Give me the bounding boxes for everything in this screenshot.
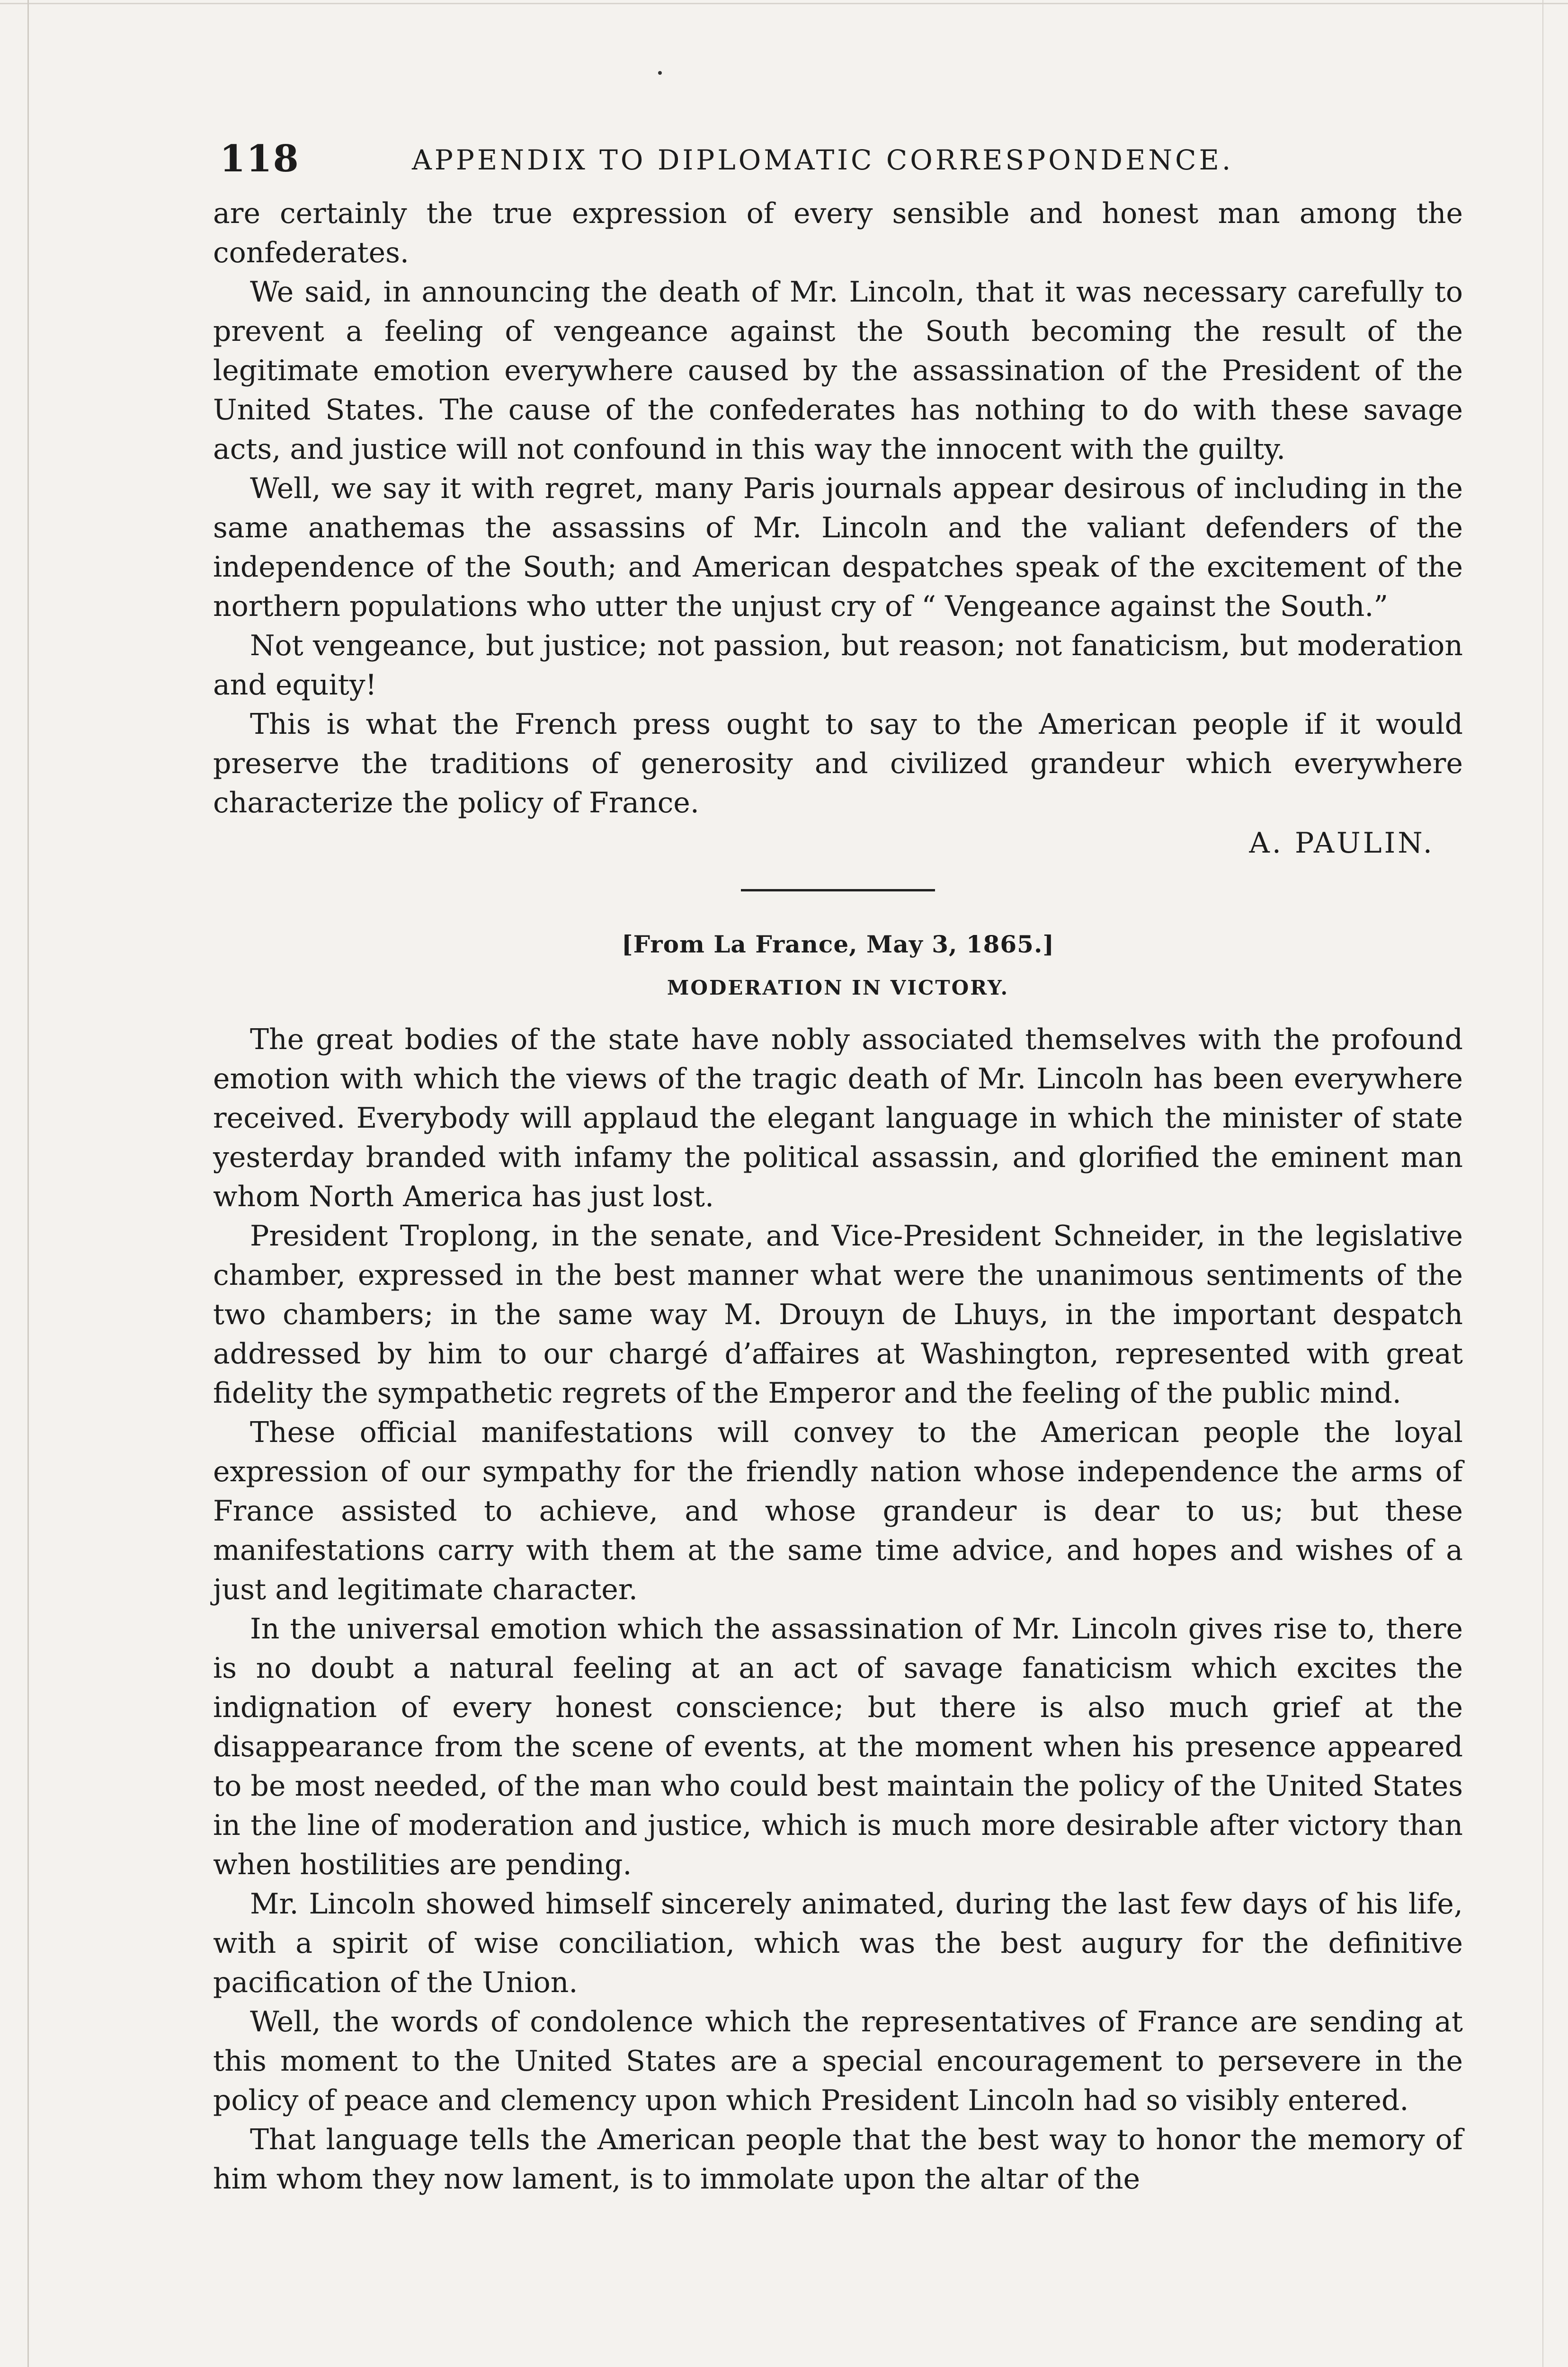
source-citation: [From La France, May 3, 1865.] [621, 930, 1055, 958]
article-paulin [213, 194, 1463, 860]
paragraph: are certainly the true expression of every sensible and honest man among the confederates. [213, 197, 1463, 269]
scan-edge-left [27, 0, 29, 2367]
paragraph: The great bodies of the state have nobly associated themselves with the profound emotion with which the views of the tragic death of Mr. Lincoln has been everywhere received. Everybody will applaud the elegant language in which the minister of state yesterday branded with infamy the political assassin, and glorified the eminent man whom North America has just lost. [213, 1023, 1463, 1213]
scan-edge-top [0, 3, 1568, 4]
page-number: 118 [220, 137, 300, 180]
signature: A. PAULIN. [1249, 827, 1434, 860]
paragraph: This is what the French press ought to say to the American people if it would preserve the traditions of generosity and civilized grandeur which everywhere characterize the policy of France. [213, 708, 1463, 819]
paragraph: That language tells the American people that the best way to honor the memory of him whom they now lament, is to immolate upon the altar of the [213, 2123, 1463, 2196]
article-title: MODERATION IN VICTORY. [667, 976, 1009, 999]
paragraph: President Troplong, in the senate, and Vice-President Schneider, in the legislative chamber, expressed in the best manner what were the unanimous sentiments of the two chambers; in the same way M. Drouyn de Lhuys, in the important despatch addressed by him to our chargé d’affaires at Washington, represented with great fidelity the sympathetic regrets of the Emperor and the feeling of the public mind. [213, 1219, 1463, 1410]
paragraph: We said, in announcing the death of Mr. Lincoln, that it was necessary carefully to prevent a feeling of vengeance against the South becoming the result of the legitimate emotion everywhere caused by the assassination of the President of the United States. The cause of the confederates has nothing to do with these savage acts, and justice will not confound in this way the innocent with the guilty. [213, 276, 1463, 466]
paragraph: Well, the words of condolence which the representatives of France are sending at this moment to the United States are a special encouragement to persevere in the policy of peace and clemency upon which President Lincoln had so visibly entered. [213, 2005, 1463, 2117]
paragraph: Well, we say it with regret, many Paris journals appear desirous of including in the same anathemas the assassins of Mr. Lincoln and the valiant defenders of the independence of the South; and American despatches speak of the excitement of the northern populations who utter the unjust cry of “ Vengeance against the South.” [213, 472, 1463, 623]
paragraph: In the universal emotion which the assassination of Mr. Lincoln gives rise to, there is no doubt a natural feeling at an act of savage fanaticism which excites the indignation of every honest conscience; but there is also much grief at the disappearance from the scene of events, at the moment when his presence appeared to be most needed, of the man who could best maintain the policy of the United States in the line of moderation and justice, which is much more desirable after victory than when hostilities are pending. [213, 1612, 1463, 1881]
article-moderation [213, 1020, 1463, 2199]
scan-edge-right [1542, 0, 1543, 2367]
running-head: APPENDIX TO DIPLOMATIC CORRESPONDENCE. [412, 144, 1234, 176]
page-header [213, 137, 1463, 194]
ink-speck [658, 71, 662, 75]
paragraph: Mr. Lincoln showed himself sincerely animated, during the last few days of his life, with a spirit of wise conciliation, which was the best augury for the definitive pacification of the Union. [213, 1887, 1463, 1999]
page [213, 137, 1463, 2199]
section-divider [741, 889, 935, 891]
paragraph: These official manifestations will convey to the American people the loyal expression of our sympathy for the friendly nation whose independence the arms of France assisted to achieve, and whose grandeur is dear to us; but these manifestations carry with them at the same time advice, and hopes and wishes of a just and legitimate character. [213, 1416, 1463, 1606]
paragraph: Not vengeance, but justice; not passion, but reason; not fanaticism, but moderation and equity! [213, 629, 1463, 702]
